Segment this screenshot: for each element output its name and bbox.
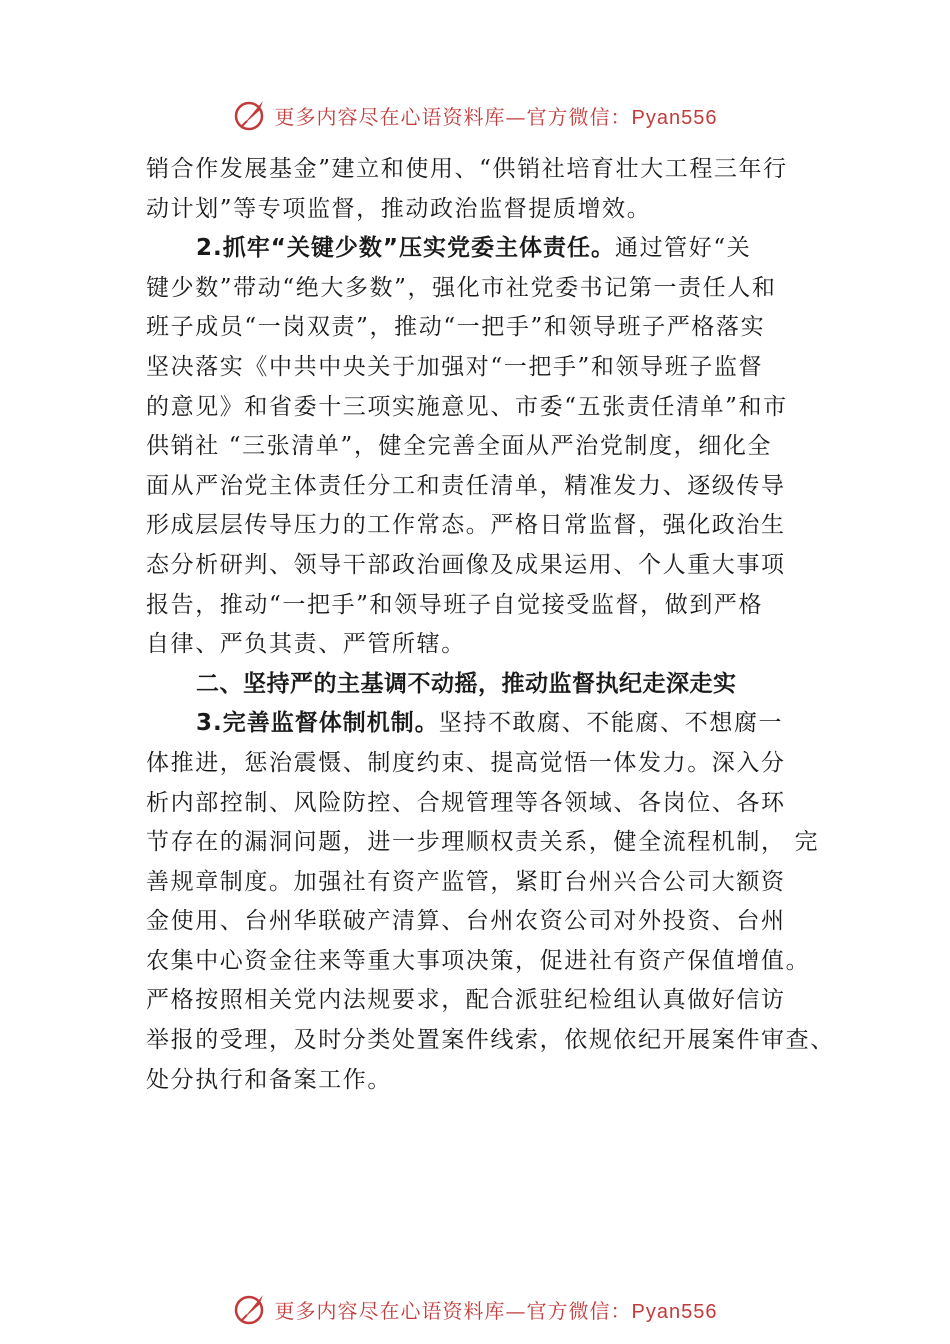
- text-line: 报告，推动“一把手”和领导班子自觉接受监督，做到严格: [146, 591, 764, 618]
- quill-logo-icon: [233, 97, 269, 133]
- text-line: 举报的受理，及时分类处置案件线索，依规依纪开展案件审查、: [146, 1027, 835, 1054]
- text-line: [146, 704, 846, 744]
- text-line: 键少数”带动“绝大多数”，强化市社党委书记第一责任人和: [146, 274, 777, 301]
- text-line: 自律、严负其责、严管所辖。: [146, 631, 466, 658]
- section-2-title: 2.抓牢“关键少数”压实党委主体责任。: [196, 235, 615, 262]
- text-line: 班子成员“一岗双责”，推动“一把手”和领导班子严格落实: [146, 314, 766, 341]
- text-line: 析内部控制、风险防控、合规管理等各领域、各岗位、各环: [146, 789, 786, 816]
- text-line: 态分析研判、领导干部政治画像及成果运用、个人重大事项: [146, 551, 786, 578]
- text-line: 严格按照相关党内法规要求，配合派驻纪检组认真做好信访: [146, 987, 786, 1014]
- line-text: 通过管好“关: [614, 235, 752, 262]
- text-line: 善规章制度。加强社有资产监管，紧盯台州兴合公司大额资: [146, 868, 786, 895]
- text-line: 处分执行和备案工作。: [146, 1066, 392, 1093]
- text-line: 金使用、台州华联破产清算、台州农资公司对外投资、台州: [146, 908, 786, 935]
- quill-logo-icon: [233, 1291, 269, 1327]
- section-heading: 二、坚持严的主基调不动摇，推动监督执纪走深走实: [196, 670, 737, 697]
- banner-label: 更多内容尽在心语资料库—官方微信：: [274, 104, 632, 129]
- banner-text: [275, 1295, 718, 1324]
- banner-text: [275, 101, 718, 130]
- text-line: 动计划”等专项监督，推动政治监督提质增效。: [146, 195, 652, 222]
- text-line: 形成层层传导压力的工作常态。严格日常监督，强化政治生: [146, 512, 786, 539]
- line-text: 坚持不敢腐、不能腐、不想腐一: [438, 710, 784, 737]
- text-line: 体推进，惩治震慑、制度约束、提高觉悟一体发力。深入分: [146, 749, 786, 776]
- text-line: 的意见》和省委十三项实施意见、市委“五张责任清单”和市: [146, 393, 788, 420]
- text-line: 供销社 “三张清单”，健全完善全面从严治党制度，细化全: [146, 433, 773, 460]
- header-banner: [0, 92, 950, 138]
- banner-label: 更多内容尽在心语资料库—官方微信：: [274, 1298, 632, 1323]
- section-3-title: 3.完善监督体制机制。: [196, 710, 439, 737]
- wechat-id: Pyan556: [631, 1300, 718, 1323]
- text-line: [146, 229, 846, 269]
- wechat-id: Pyan556: [631, 106, 718, 129]
- text-line: 坚决落实《中共中央关于加强对“一把手”和领导班子监督: [146, 353, 764, 380]
- text-line: 农集中心资金往来等重大事项决策，促进社有资产保值增值。: [146, 947, 811, 974]
- document-body: [146, 150, 846, 1100]
- footer-banner: [0, 1286, 950, 1332]
- text-line: 销合作发展基金”建立和使用、“供销社培育壮大工程三年行: [146, 156, 788, 182]
- text-line: 面从严治党主体责任分工和责任清单，精准发力、逐级传导: [146, 472, 786, 499]
- text-line: 节存在的漏洞问题，进一步理顺权责关系，健全流程机制， 完: [146, 829, 820, 856]
